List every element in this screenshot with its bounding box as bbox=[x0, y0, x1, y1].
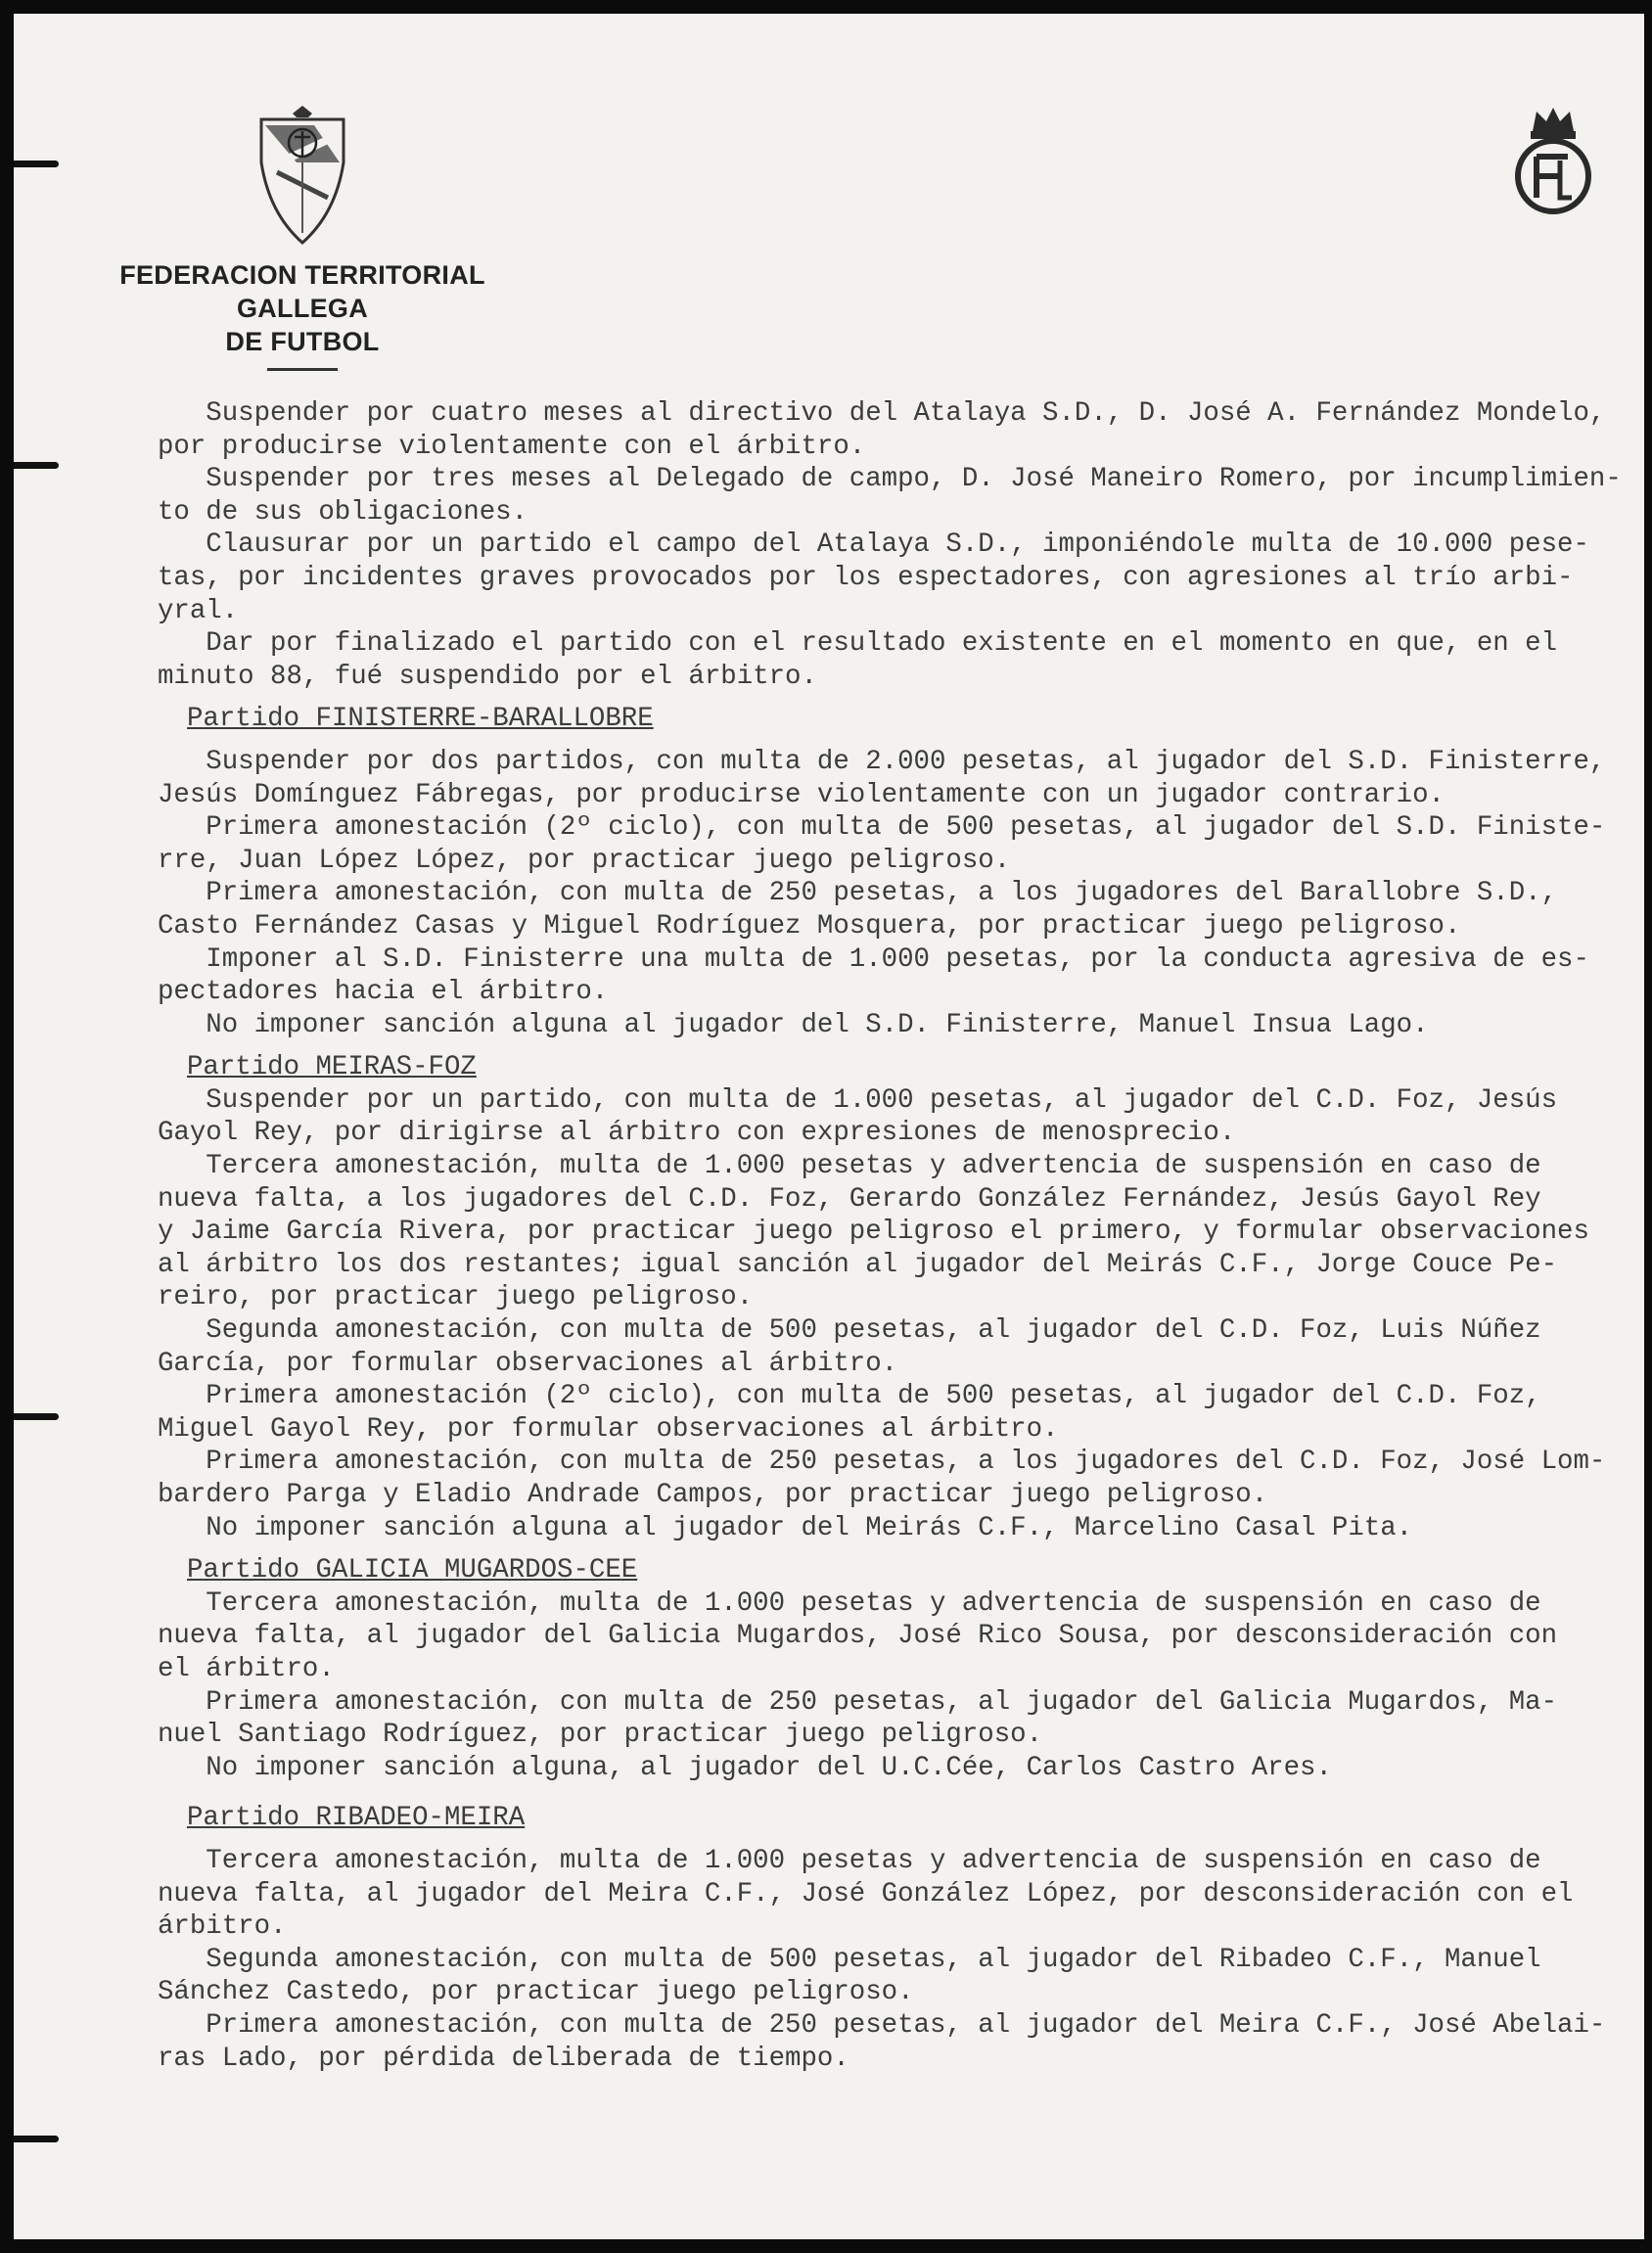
letterhead bbox=[72, 104, 532, 371]
binder-tab-mark bbox=[14, 161, 59, 167]
document-page bbox=[14, 14, 1644, 2239]
header-underline bbox=[267, 368, 338, 371]
binder-tab-mark bbox=[14, 1413, 59, 1420]
binder-tab-mark bbox=[14, 462, 59, 469]
rfef-crowned-crest-icon bbox=[1511, 102, 1595, 217]
resolution-paragraph: Primera amonestación, con multa de 250 pesetas, al jugador del Meira C.F., José Abelai- ras Lado, por pérdida deliberada de tiempo. bbox=[158, 2009, 1606, 2074]
federation-name: FEDERACION TERRITORIAL GALLEGA DE FUTBOL bbox=[119, 260, 485, 356]
resolution-body bbox=[158, 397, 1644, 2075]
binder-tab-mark bbox=[14, 2136, 59, 2142]
resolution-paragraph: Suspender por cuatro meses al directivo del Atalaya S.D., D. José A. Fernández Mondelo, por producirse violentamente con el árbitro. bbox=[158, 398, 1606, 462]
resolution-paragraph: Dar por finalizado el partido con el resultado existente en el momento en que, en el minuto 88, fué suspendido por el árbitro. bbox=[158, 628, 1558, 692]
resolution-paragraph: Suspender por tres meses al Delegado de campo, D. José Maneiro Romero, por incumplimien- to de sus obligaciones. bbox=[158, 464, 1622, 528]
match-heading-galicia-mugardos-cee: Partido GALICIA MUGARDOS-CEE bbox=[187, 1555, 638, 1586]
resolution-paragraph: Imponer al S.D. Finisterre una multa de 1.000 pesetas, por la conducta agresiva de es- pectadores hacia el árbitro. bbox=[158, 943, 1589, 1008]
resolution-paragraph: No imponer sanción alguna al jugador del Meirás C.F., Marcelino Casal Pita. bbox=[158, 1512, 1413, 1543]
resolution-paragraph: Primera amonestación, con multa de 250 pesetas, a los jugadores del Barallobre S.D., Casto Fernández Casas y Miguel Rodríguez Mosquera, por practicar juego peligroso. bbox=[158, 878, 1558, 942]
resolution-paragraph: No imponer sanción alguna, al jugador del U.C.Cée, Carlos Castro Ares. bbox=[158, 1752, 1332, 1783]
resolution-paragraph: Suspender por un partido, con multa de 1.000 pesetas, al jugador del C.D. Foz, Jesús Gayol Rey, por dirigirse al árbitro con expresiones de menosprecio. bbox=[158, 1084, 1558, 1149]
resolution-paragraph: Clausurar por un partido el campo del Atalaya S.D., imponiéndole multa de 10.000 pese- tas, por incidentes graves provocados por los espectadores, con agresiones al trío arbi- yral. bbox=[158, 529, 1589, 626]
match-heading-ribadeo-meira: Partido RIBADEO-MEIRA bbox=[187, 1803, 526, 1834]
resolution-paragraph: Primera amonestación, con multa de 250 pesetas, a los jugadores del C.D. Foz, José Lom- bardero Parga y Eladio Andrade Campos, por practicar juego peligroso. bbox=[158, 1447, 1606, 1510]
resolution-paragraph: Tercera amonestación, multa de 1.000 pesetas y advertencia de suspensión en caso de nueva falta, al jugador del Galicia Mugardos, José Rico Sousa, por desconsideración con el árbitro. bbox=[158, 1587, 1558, 1684]
resolution-paragraph: Primera amonestación, con multa de 250 pesetas, al jugador del Galicia Mugardos, Ma- nuel Santiago Rodríguez, por practicar juego peligroso. bbox=[158, 1686, 1558, 1751]
resolution-paragraph: Segunda amonestación, con multa de 500 pesetas, al jugador del Ribadeo C.F., Manuel Sánchez Castedo, por practicar juego peligroso. bbox=[158, 1944, 1541, 2008]
match-heading-finisterre-barallobre: Partido FINISTERRE-BARALLOBRE bbox=[187, 704, 654, 735]
match-heading-meiras-foz: Partido MEIRAS-FOZ bbox=[187, 1052, 477, 1083]
resolution-paragraph: No imponer sanción alguna al jugador del S.D. Finisterre, Manuel Insua Lago. bbox=[158, 1009, 1429, 1040]
resolution-paragraph: Primera amonestación (2º ciclo), con multa de 500 pesetas, al jugador del S.D. Finiste- rre, Juan López López, por practicar juego peligroso. bbox=[158, 812, 1606, 876]
resolution-paragraph: Primera amonestación (2º ciclo), con multa de 500 pesetas, al jugador del C.D. Foz, Miguel Gayol Rey, por formular observaciones al árbitro. bbox=[158, 1381, 1541, 1445]
resolution-paragraph: Segunda amonestación, con multa de 500 pesetas, al jugador del C.D. Foz, Luis Núñez García, por formular observaciones al árbitro. bbox=[158, 1315, 1541, 1379]
resolution-paragraph: Tercera amonestación, multa de 1.000 pesetas y advertencia de suspensión en caso de nueva falta, al jugador del Meira C.F., José González López, por desconsideración con el árbitro. bbox=[158, 1845, 1574, 1943]
resolution-paragraph: Tercera amonestación, multa de 1.000 pesetas y advertencia de suspensión en caso de nueva falta, a los jugadores del C.D. Foz, Gerardo González Fernández, Jesús Gayol Rey y Jaime García Rivera, por practicar juego peligroso el primero, y formular observaciones al árbitro los dos restantes; igual sanción al jugador del Meirás C.F., Jorge Couce Pe- reiro, por practicar juego peligroso. bbox=[158, 1151, 1589, 1313]
gallegan-federation-shield-icon bbox=[257, 104, 347, 247]
resolution-paragraph: Suspender por dos partidos, con multa de 2.000 pesetas, al jugador del S.D. Finisterre, Jesús Domínguez Fábregas, por producirse violentamente con un jugador contrario. bbox=[158, 746, 1606, 810]
